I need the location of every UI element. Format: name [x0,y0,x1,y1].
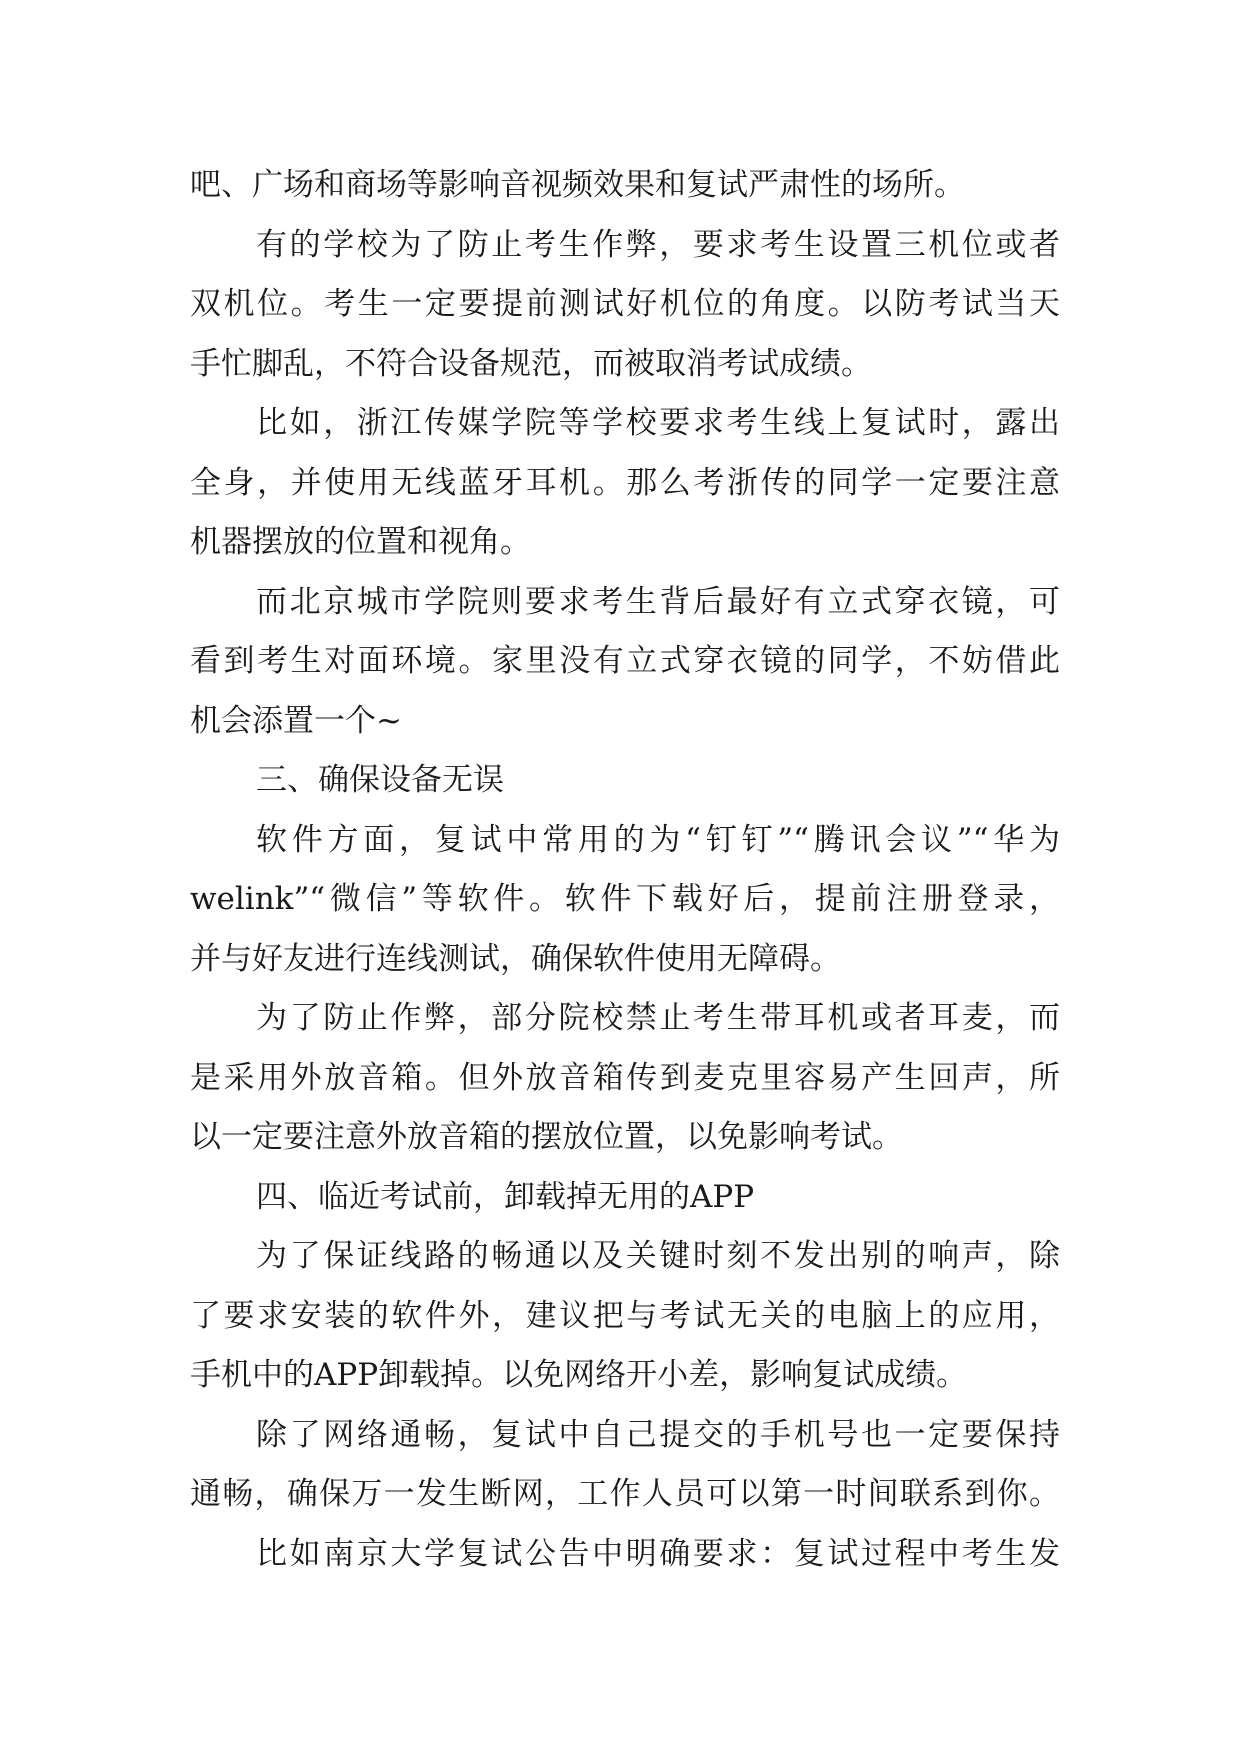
text-line: 手忙脚乱，不符合设备规范，而被取消考试成绩。 [190,346,872,382]
text-line: 以一定要注意外放音箱的摆放位置，以免影响考试。 [190,1119,903,1155]
text-line: 手机中的APP卸载掉。以免网络开小差，影响复试成绩。 [190,1357,968,1393]
paragraph-first-line: 软件方面，复试中常用的为“钉钉”“腾讯会议”“华为 [256,822,1060,858]
text-line: 看到考生对面环境。家里没有立式穿衣镜的同学，不妨借此 [190,643,1060,679]
paragraph-first-line: 比如南京大学复试公告中明确要求：复试过程中考生发 [256,1536,1060,1572]
paragraph-first-line: 有的学校为了防止考生作弊，要求考生设置三机位或者 [256,227,1060,263]
text-line: 是采用外放音箱。但外放音箱传到麦克里容易产生回声，所 [190,1060,1060,1096]
text-line: 双机位。考生一定要提前测试好机位的角度。以防考试当天 [190,286,1060,322]
paragraph-first-line: 而北京城市学院则要求考生背后最好有立式穿衣镜，可 [256,584,1060,620]
text-line: 了要求安装的软件外，建议把与考试无关的电脑上的应用， [190,1298,1060,1334]
paragraph-first-line: 除了网络通畅，复试中自己提交的手机号也一定要保持 [256,1417,1060,1453]
text-line: 通畅，确保万一发生断网，工作人员可以第一时间联系到你。 [190,1476,1060,1512]
text-line: 吧、广场和商场等影响音视频效果和复试严肃性的场所。 [190,167,965,203]
section-heading: 三、确保设备无误 [256,762,504,798]
paragraph-first-line: 为了保证线路的畅通以及关键时刻不发出别的响声，除 [256,1238,1060,1274]
text-line: 机会添置一个~ [190,703,402,739]
text-line: 机器摆放的位置和视角。 [190,524,531,560]
paragraph-first-line: 为了防止作弊，部分院校禁止考生带耳机或者耳麦，而 [256,1000,1060,1036]
text-line: 全身，并使用无线蓝牙耳机。那么考浙传的同学一定要注意 [190,465,1060,501]
paragraph-first-line: 比如，浙江传媒学院等学校要求考生线上复试时，露出 [256,405,1060,441]
section-heading: 四、临近考试前，卸载掉无用的APP [256,1179,755,1215]
text-line: 并与好友进行连线测试，确保软件使用无障碍。 [190,941,841,977]
text-line: welink”“微信”等软件。软件下载好后，提前注册登录， [190,881,1060,917]
